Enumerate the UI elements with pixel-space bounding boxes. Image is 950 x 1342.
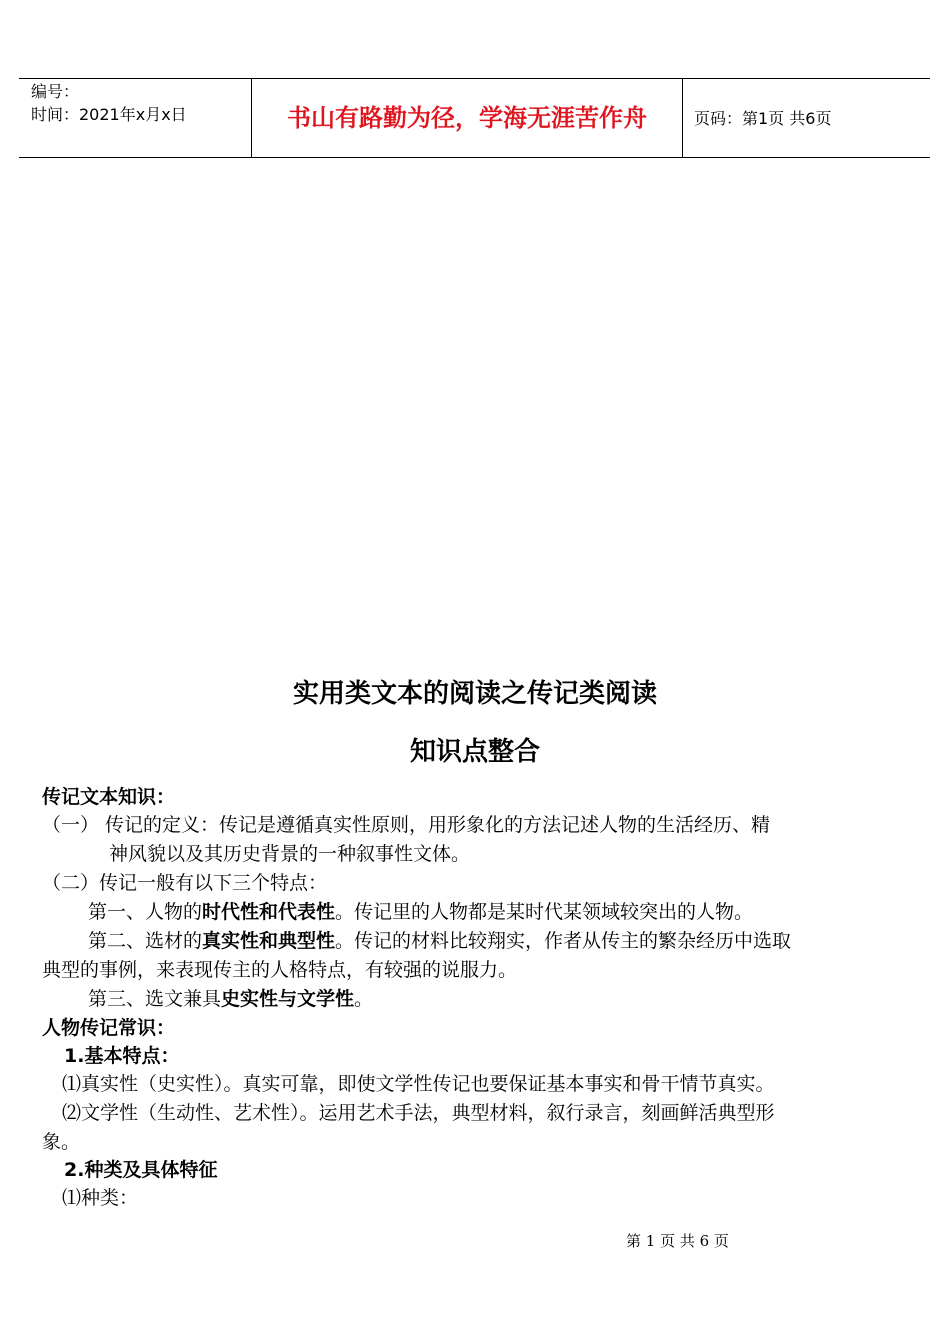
page-footer: 第 1 页 共 6 页 — [626, 1232, 729, 1250]
definition-line: （一） 传记的定义：传记是遵循真实性原则，用形象化的方法记述人物的生活经历、精 — [42, 814, 771, 836]
number-label: 编号： — [31, 82, 80, 101]
document-title: 实用类文本的阅读之传记类阅读 — [292, 679, 657, 709]
feature-3-a: 第三、选文兼具 — [88, 988, 222, 1010]
feature-1-c: 。传记里的人物都是某时代某领域较突出的人物。 — [335, 901, 754, 923]
types-item-1: ⑴种类： — [62, 1187, 139, 1209]
feature-1-bold: 时代性和代表性 — [202, 901, 336, 923]
section2-heading: 人物传记常识： — [42, 1017, 176, 1039]
basic-item-1: ⑴真实性（史实性）。真实可靠，即使文学性传记也要保证基本事实和骨干情节真实。 — [62, 1073, 775, 1095]
header-motto-cell — [252, 79, 683, 157]
definition-cont: 神风貌以及其历史背景的一种叙事性文体。 — [109, 843, 471, 865]
feature-2-c: 。传记的材料比较翔实，作者从传主的繁杂经历中选取 — [335, 930, 792, 952]
feature-3-bold: 史实性与文学性 — [221, 988, 355, 1010]
basic-heading: 1.基本特点： — [64, 1045, 180, 1067]
feature-3-c: 。 — [354, 988, 374, 1010]
motto: 书山有路勤为径，学海无涯苦作舟 — [287, 104, 647, 132]
types-heading: 2.种类及具体特征 — [64, 1159, 218, 1181]
feature-2-bold: 真实性和典型性 — [202, 930, 336, 952]
feature-1 — [88, 900, 753, 924]
feature-3 — [88, 987, 373, 1011]
features-intro: （二）传记一般有以下三个特点： — [42, 872, 328, 894]
page-label: 页码：第1页 共6页 — [694, 109, 832, 128]
document-subtitle: 知识点整合 — [409, 737, 540, 767]
feature-2 — [88, 929, 791, 953]
feature-2-cont: 典型的事例，来表现传主的人格特点，有较强的说服力。 — [42, 959, 518, 981]
basic-item-2: ⑵文学性（生动性、艺术性）。运用艺术手法，典型材料，叙行录言，刻画鲜活典型形 — [62, 1102, 775, 1124]
page-header — [19, 78, 930, 158]
section1-heading: 传记文本知识： — [42, 786, 176, 808]
feature-1-a: 第一、人物的 — [88, 901, 203, 923]
date-label: 时间：2021年x月x日 — [31, 105, 187, 124]
feature-2-a: 第二、选材的 — [88, 930, 203, 952]
header-info-cell — [19, 79, 252, 157]
header-page-cell — [683, 79, 930, 157]
basic-item-2-cont: 象。 — [42, 1131, 81, 1153]
